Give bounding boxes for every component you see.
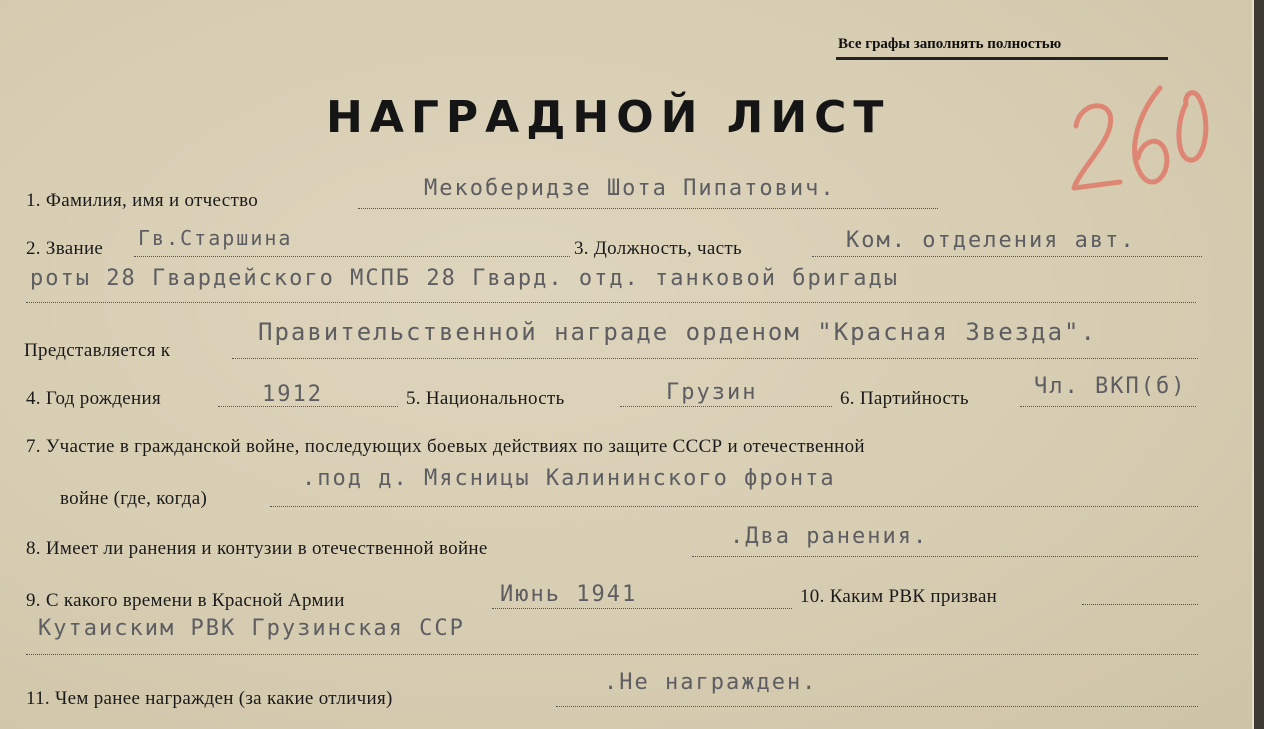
dotted-line <box>232 358 1198 359</box>
page-border-line <box>1252 0 1254 729</box>
label-conscription-office: 10. Каким РВК призван <box>800 586 998 607</box>
value-rank: Гв.Старшина <box>138 226 293 250</box>
value-position: Ком. отделения авт. <box>846 228 1136 253</box>
label-army-since: 9. С какого времени в Красной Армии <box>26 590 345 611</box>
value-wounds: .Два ранения. <box>730 524 929 549</box>
label-position: 3. Должность, часть <box>574 238 742 259</box>
value-conscription-office: Кутаиским РВК Грузинская ССР <box>38 616 465 641</box>
handwritten-number-260 <box>1068 78 1218 198</box>
document-title: НАГРАДНОЙ ЛИСТ <box>326 92 891 143</box>
label-birth-year: 4. Год рождения <box>26 388 162 409</box>
label-party: 6. Партийность <box>840 388 969 409</box>
dotted-line <box>26 302 1196 303</box>
dotted-line <box>1082 604 1198 605</box>
instruction-underline <box>836 57 1168 60</box>
value-birth-year: 1912 <box>262 382 323 407</box>
dotted-line <box>26 654 1198 655</box>
dotted-line <box>134 256 570 257</box>
value-combat-participation: .под д. Мясницы Калининского фронта <box>302 466 836 491</box>
dotted-line <box>1020 406 1196 407</box>
dotted-line <box>692 556 1198 557</box>
value-position-continued: роты 28 Гвардейского МСПБ 28 Гвард. отд. танковой бригады <box>30 266 899 291</box>
label-full-name: 1. Фамилия, имя и отчество <box>26 190 259 211</box>
dotted-line <box>812 256 1202 257</box>
dotted-line <box>358 208 938 209</box>
label-nationality: 5. Национальность <box>406 388 565 409</box>
value-army-since: Июнь 1941 <box>500 582 638 607</box>
dotted-line <box>492 608 792 609</box>
value-full-name: Мекоберидзе Шота Пипатович. <box>424 176 836 201</box>
dotted-line <box>556 706 1198 707</box>
dotted-line <box>270 506 1198 507</box>
instruction-note: Все графы заполнять полностью <box>838 36 1062 52</box>
dotted-line <box>620 406 832 407</box>
value-party: Чл. ВКП(б) <box>1034 374 1187 399</box>
value-nationality: Грузин <box>666 380 758 405</box>
label-combat-where-when: войне (где, когда) <box>60 488 208 509</box>
value-award: Правительственной награде орденом "Красная Звезда". <box>258 318 1097 346</box>
label-wounds: 8. Имеет ли ранения и контузии в отечественной войне <box>26 538 488 559</box>
label-combat-participation: 7. Участие в гражданской войне, последующих боевых действиях по защите СССР и отечественной <box>26 436 865 457</box>
value-previous-awards: .Не награжден. <box>604 670 818 695</box>
label-presented-to: Представляется к <box>24 340 171 361</box>
label-previous-awards: 11. Чем ранее награжден (за какие отличия) <box>26 688 393 709</box>
label-rank: 2. Звание <box>26 238 104 259</box>
